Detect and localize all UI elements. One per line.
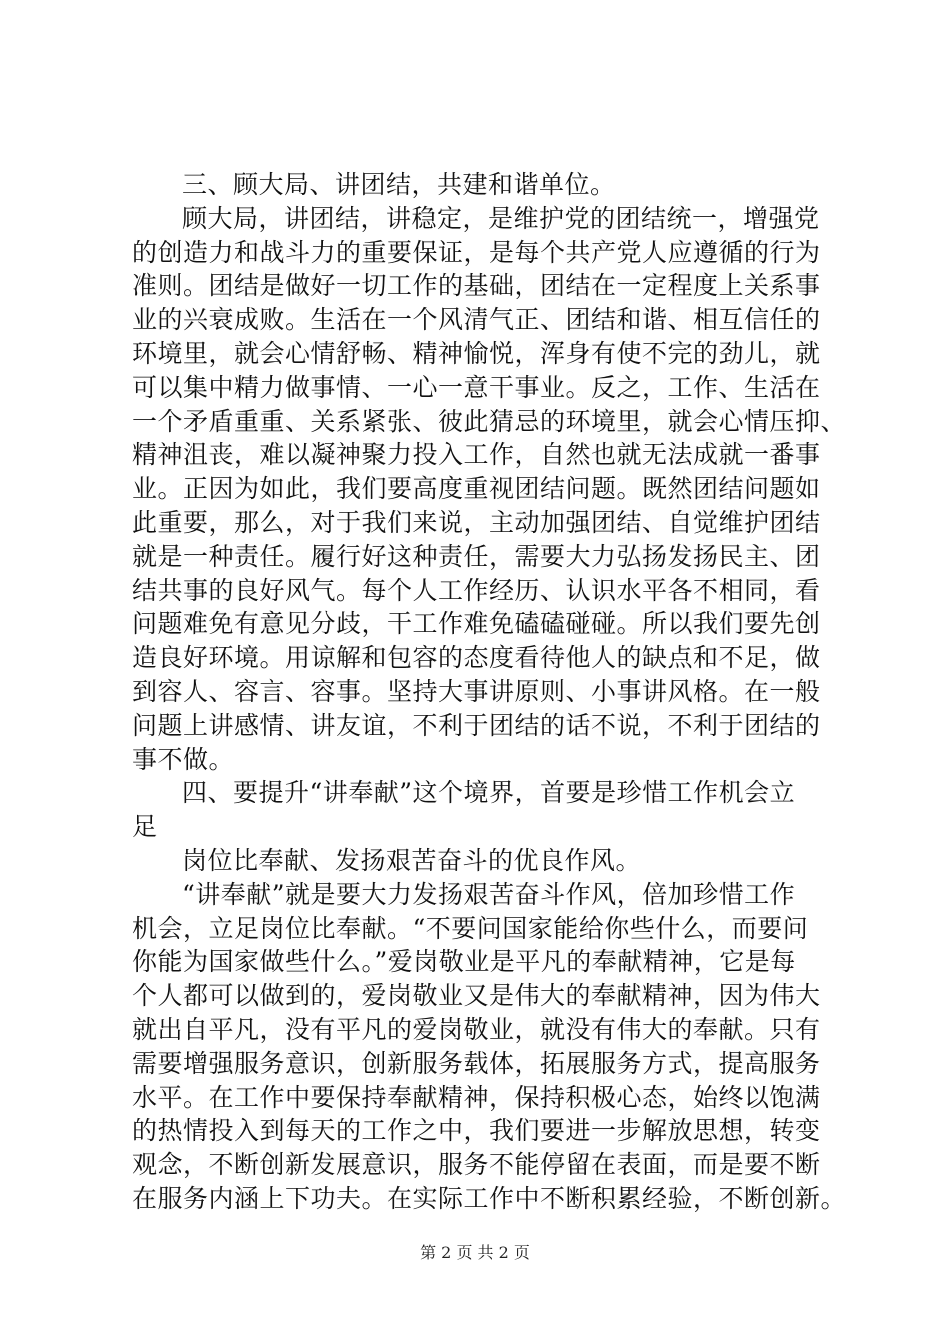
text-line: 造良好环境。用谅解和包容的态度看待他人的缺点和不足，做 xyxy=(132,643,821,673)
text-line: 你能为国家做些什么。”爱岗敬业是平凡的奉献精神，它是每 xyxy=(132,947,796,977)
text-line: 事不做。 xyxy=(132,744,235,774)
text-line: 精神沮丧，难以凝神聚力投入工作，自然也就无法成就一番事 xyxy=(132,440,821,470)
text-line: 环境里，就会心情舒畅、精神愉悦，浑身有使不完的劲儿，就 xyxy=(132,338,821,368)
text-line: 到容人、容言、容事。坚持大事讲原则、小事讲风格。在一般 xyxy=(132,676,821,706)
text-line: 业的兴衰成败。生活在一个风清气正、团结和谐、相互信任的 xyxy=(132,305,821,335)
text-line: 就是一种责任。履行好这种责任，需要大力弘扬发扬民主、团 xyxy=(132,541,821,571)
text-line: 问题上讲感情、讲友谊，不利于团结的话不说，不利于团结的 xyxy=(132,710,821,740)
text-line: 准则。团结是做好一切工作的基础，团结在一定程度上关系事 xyxy=(132,271,821,301)
text-line: “讲奉献”就是要大力发扬艰苦奋斗作风，倍加珍惜工作 xyxy=(182,879,796,909)
text-line: 就出自平凡，没有平凡的爱岗敬业，就没有伟大的奉献。只有 xyxy=(132,1014,821,1044)
text-line: 可以集中精力做事情、一心一意干事业。反之，工作、生活在 xyxy=(132,372,821,402)
text-line: 的创造力和战斗力的重要保证，是每个共产党人应遵循的行为 xyxy=(132,237,821,267)
text-line: 在服务内涵上下功夫。在实际工作中不断积累经验，不断创新。 xyxy=(132,1183,847,1213)
text-line: 此重要，那么，对于我们来说，主动加强团结、自觉维护团结 xyxy=(132,507,821,537)
text-line: 问题难免有意见分歧，干工作难免磕磕碰碰。所以我们要先创 xyxy=(132,609,821,639)
document-body xyxy=(132,168,847,1216)
text-line: 岗位比奉献、发扬艰苦奋斗的优良作风。 xyxy=(182,845,642,875)
text-line: 四、要提升“讲奉献”这个境界，首要是珍惜工作机会立 xyxy=(182,778,796,808)
text-line: 三、顾大局、讲团结，共建和谐单位。 xyxy=(182,170,616,199)
text-line: 机会，立足岗位比奉献。“不要问国家能给你些什么，而要问 xyxy=(132,913,809,943)
text-line: 业。正因为如此，我们要高度重视团结问题。既然团结问题如 xyxy=(132,474,821,504)
text-line: 水平。在工作中要保持奉献精神，保持积极心态，始终以饱满 xyxy=(132,1082,821,1112)
text-line: 个人都可以做到的，爱岗敬业又是伟大的奉献精神，因为伟大 xyxy=(132,981,821,1011)
text-line: 的热情投入到每天的工作之中，我们要进一步解放思想，转变 xyxy=(132,1116,821,1146)
text-line: 一个矛盾重重、关系紧张、彼此猜忌的环境里，就会心情压抑、 xyxy=(132,406,847,436)
text-line: 顾大局，讲团结，讲稳定，是维护党的团结统一，增强党 xyxy=(182,203,820,233)
text-line: 结共事的良好风气。每个人工作经历、认识水平各不相同，看 xyxy=(132,575,821,605)
text-line: 需要增强服务意识，创新服务载体，拓展服务方式，提高服务 xyxy=(132,1048,821,1078)
text-line: 观念，不断创新发展意识，服务不能停留在表面，而是要不断 xyxy=(132,1150,821,1180)
text-line: 足 xyxy=(132,812,158,842)
page-footer: 第 2 页 共 2 页 xyxy=(420,1243,530,1262)
